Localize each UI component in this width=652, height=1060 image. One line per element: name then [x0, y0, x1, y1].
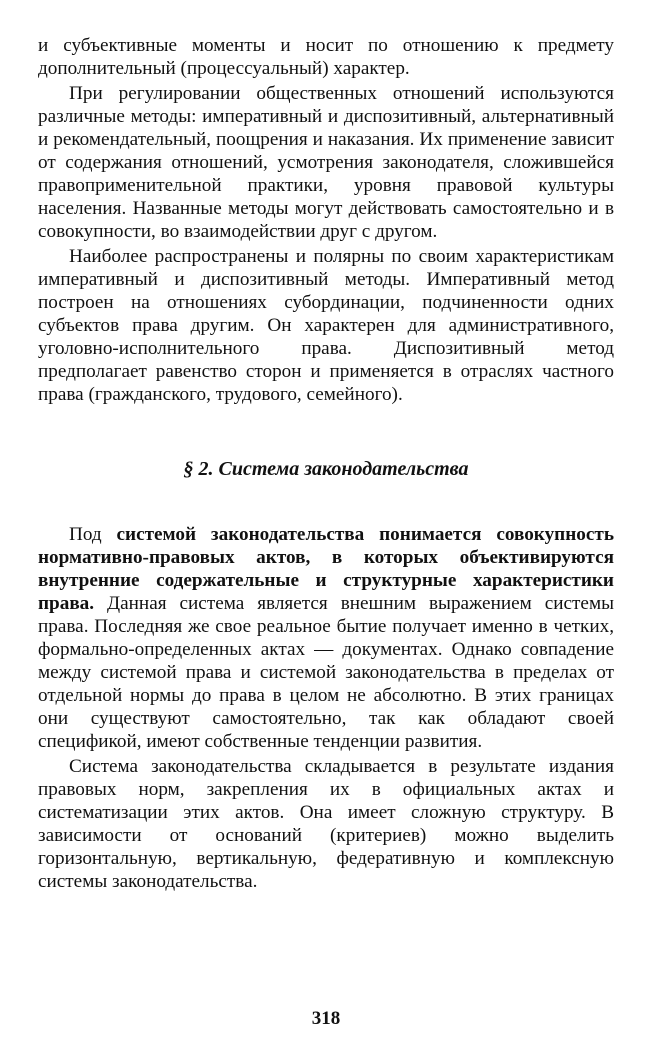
section-heading: § 2. Система законодательства	[183, 458, 469, 480]
paragraph-definition	[38, 523, 614, 753]
paragraph-system-structure: Система законодательства складывается в результате издания правовых норм, закрепления их в официальных актах и систематизации этих актов. Она имеет сложную структуру. В зависимости от оснований (критериев) можно выделить горизонтальную, вертикальную, федеративную и комплексную системы законодательства.	[38, 756, 614, 892]
page-number: 318	[311, 1008, 341, 1029]
definition-bold-text: системой законодательства понимается совокупность нормативно-правовых актов, в которых объективируются внутренние содержательные и структурные характеристики права.	[38, 524, 614, 614]
paragraph-continuation: и субъективные моменты и носит по отношению к предмету дополнительный (процессуальный) характер.	[38, 35, 614, 79]
definition-lead: Под	[69, 524, 117, 545]
paragraph-imperative-dispositive: Наиболее распространены и полярны по своим характеристикам императивный и диспозитивный методы. Императивный метод построен на отношениях субординации, подчиненности одних субъектов права другим. Он характерен для административного, уголовно-исполнительного права. Диспозитивный метод предполагает равенство сторон и применяется в отраслях частного права (гражданского, трудового, семейного).	[38, 246, 614, 405]
paragraph-regulation-methods: При регулировании общественных отношений используются различные методы: императивный и диспозитивный, альтернативный и рекомендательный, поощрения и наказания. Их применение зависит от содержания отношений, усмотрения законодателя, сложившейся правоприменительной практики, уровня правовой культуры населения. Названные методы могут действовать самостоятельно и в совокупности, во взаимодействии друг с другом.	[38, 83, 614, 242]
definition-rest: Данная система является внешним выражением системы права. Последняя же свое реальное бытие получает именно в четких, формально-определенных актах — документах. Однако совпадение между системой права и системой законодательства в пределах от отдельной нормы до права в целом не абсолютно. В этих границах они существуют самостоятельно, так как обладают своей спецификой, имеют собственные тенденции развития.	[38, 593, 614, 752]
book-page	[38, 34, 614, 893]
